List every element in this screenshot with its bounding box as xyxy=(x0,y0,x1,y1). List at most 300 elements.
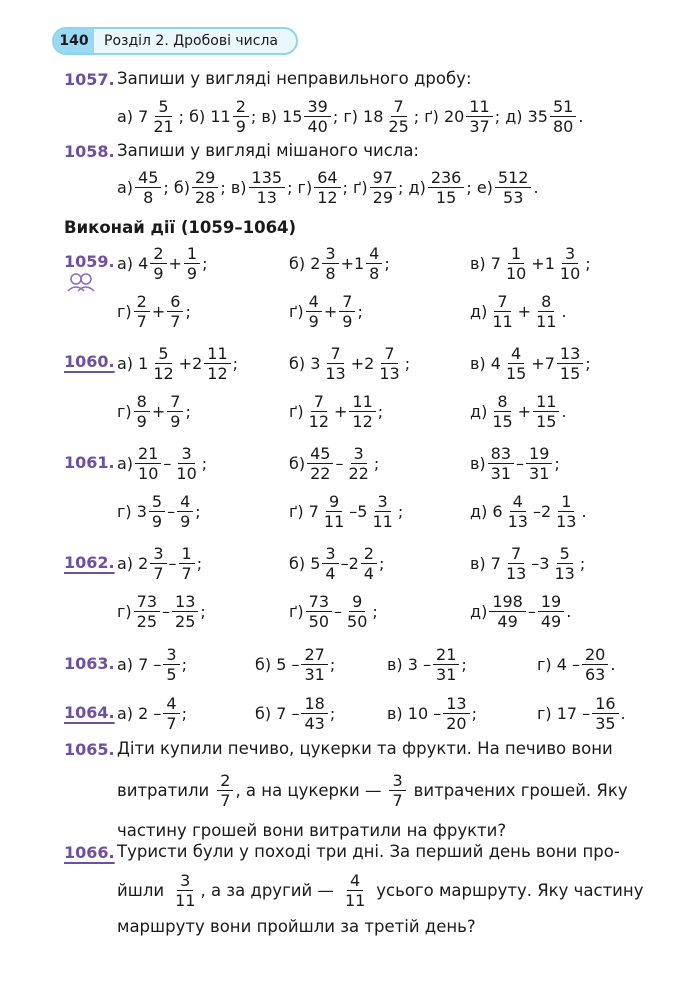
expression-item xyxy=(289,339,410,387)
denominator: 53 xyxy=(503,187,524,207)
fraction xyxy=(592,694,618,733)
fraction xyxy=(370,168,396,207)
fraction xyxy=(340,871,370,910)
fraction xyxy=(349,392,375,431)
denominator: 8 xyxy=(143,187,154,207)
fraction xyxy=(344,592,370,631)
fraction xyxy=(376,344,402,383)
expression-item xyxy=(289,287,363,335)
numerator: 7 xyxy=(311,392,327,412)
expression-text: в) 10 – xyxy=(387,703,442,723)
denominator: 9 xyxy=(153,263,164,283)
denominator: 7 xyxy=(392,790,403,810)
numerator: 5 xyxy=(149,492,165,512)
expression-text: ; xyxy=(185,401,191,421)
numerator: 3 xyxy=(351,444,367,464)
denominator: 9 xyxy=(180,511,191,531)
expression-text: +2 xyxy=(350,353,375,373)
numerator: 9 xyxy=(349,592,365,612)
denominator: 7 xyxy=(181,563,192,583)
denominator: 9 xyxy=(170,411,181,431)
denominator: 11 xyxy=(536,311,557,331)
expression-text: ; г) xyxy=(287,177,313,197)
numerator: 8 xyxy=(538,292,554,312)
expression-item xyxy=(117,640,187,688)
expression-text: ґ) xyxy=(289,301,304,321)
expression-text: в) 4 xyxy=(470,353,501,373)
numerator: 29 xyxy=(192,168,218,188)
expression-item xyxy=(289,539,384,587)
numerator: 4 xyxy=(508,344,524,364)
denominator: 25 xyxy=(136,611,158,631)
expression-text: – xyxy=(527,601,536,621)
numerator: 11 xyxy=(349,392,375,412)
denominator: 10 xyxy=(505,263,527,283)
numerator: 1 xyxy=(179,544,195,564)
expression-text: ; xyxy=(357,301,363,321)
numerator: 11 xyxy=(533,392,559,412)
expression-text: – xyxy=(162,601,171,621)
expression-text: а) 7 – xyxy=(117,654,162,674)
denominator: 9 xyxy=(308,311,319,331)
expression-item xyxy=(117,239,207,287)
fraction xyxy=(345,444,371,483)
expression-text: г) xyxy=(117,401,132,421)
expression-item xyxy=(470,587,571,635)
numerator: 1 xyxy=(558,492,574,512)
numerator: 8 xyxy=(494,392,510,412)
expression-text: ; в) 15 xyxy=(250,106,303,126)
expression-text: ; xyxy=(471,703,477,723)
expression-item xyxy=(289,587,378,635)
fraction xyxy=(433,645,459,684)
fraction xyxy=(134,592,160,631)
numerator: 45 xyxy=(307,444,333,464)
fraction xyxy=(192,168,218,207)
expression-item xyxy=(117,439,207,487)
numerator: 7 xyxy=(167,392,183,412)
numerator: 4 xyxy=(347,871,363,891)
numerator: 97 xyxy=(370,168,396,188)
expression-text: ; xyxy=(461,654,467,674)
numerator: 11 xyxy=(204,344,230,364)
expression-text: г) 4 – xyxy=(537,654,580,674)
fraction xyxy=(387,771,407,810)
chapter-title: Розділ 2. Дробові числа xyxy=(104,33,279,49)
expression-text: ; б) xyxy=(163,177,190,197)
fraction xyxy=(306,392,332,431)
denominator: 49 xyxy=(540,611,562,631)
fraction xyxy=(550,97,576,136)
numerator: 64 xyxy=(314,168,340,188)
fraction xyxy=(557,244,583,283)
expression-text: г) xyxy=(117,601,132,621)
numerator: 27 xyxy=(301,645,327,665)
expression-row xyxy=(117,92,583,140)
expression-text: в) 7 xyxy=(470,253,501,273)
expression-text: ; xyxy=(202,253,208,273)
fraction xyxy=(204,344,230,383)
numerator: 39 xyxy=(304,97,330,117)
expression-text: а) xyxy=(117,177,134,197)
denominator: 31 xyxy=(529,463,550,483)
expression-item xyxy=(117,387,191,435)
fraction xyxy=(495,168,532,207)
numerator: 3 xyxy=(322,544,338,564)
numerator: 11 xyxy=(466,97,492,117)
expression-text: г) xyxy=(117,301,132,321)
denominator: 8 xyxy=(325,263,336,283)
exercise-number: 1066. xyxy=(64,843,115,862)
numerator: 16 xyxy=(592,694,618,714)
expression-text: . xyxy=(533,177,539,197)
numerator: 6 xyxy=(167,292,183,312)
fraction xyxy=(385,97,411,136)
numerator: 236 xyxy=(428,168,465,188)
fraction xyxy=(150,244,166,283)
fraction xyxy=(321,492,347,531)
fraction xyxy=(134,392,150,431)
exercise-text: Запиши у вигляді мішаного числа: xyxy=(117,141,419,160)
fraction xyxy=(361,544,377,583)
expression-item xyxy=(255,689,335,737)
denominator: 13 xyxy=(379,363,400,383)
expression-item xyxy=(470,287,567,335)
expression-item xyxy=(117,339,238,387)
denominator: 5 xyxy=(166,664,177,684)
fraction xyxy=(389,771,405,810)
section-heading: Виконай дії (1059–1064) xyxy=(64,218,297,237)
expression-text: ; xyxy=(181,654,187,674)
expression-text: –3 xyxy=(531,553,550,573)
fraction xyxy=(557,344,583,383)
expression-text: + xyxy=(151,301,166,321)
fraction xyxy=(135,444,161,483)
expression-text: ґ) xyxy=(289,401,304,421)
denominator: 4 xyxy=(363,563,374,583)
expression-item xyxy=(387,640,467,688)
expression-text: ; xyxy=(384,253,390,273)
expression-text: + xyxy=(334,401,348,421)
expression-text: ; xyxy=(181,703,187,723)
fraction xyxy=(134,292,150,331)
expression-text: ; б) 11 xyxy=(178,106,231,126)
expression-text: д) xyxy=(470,401,488,421)
expression-text: – xyxy=(335,453,344,473)
expression-item xyxy=(117,539,202,587)
fraction xyxy=(553,492,579,531)
expression-item xyxy=(117,487,201,535)
expression-text: б) 7 – xyxy=(255,703,300,723)
fraction xyxy=(135,168,161,207)
expression-text: ; д) xyxy=(398,177,426,197)
numerator: 4 xyxy=(177,492,193,512)
expression-text: – xyxy=(516,453,525,473)
denominator: 12 xyxy=(153,363,174,383)
fraction xyxy=(322,344,348,383)
expression-item xyxy=(470,387,567,435)
numerator: 3 xyxy=(177,871,193,891)
fraction xyxy=(179,544,195,583)
fraction xyxy=(503,544,529,583)
fraction xyxy=(306,592,332,631)
numerator: 7 xyxy=(327,344,343,364)
fraction xyxy=(149,492,165,531)
fraction xyxy=(304,97,330,136)
expression-text: в) 7 xyxy=(470,553,501,573)
expression-text: ; xyxy=(201,453,208,473)
denominator: 9 xyxy=(186,263,198,283)
expression-text: ; ґ) xyxy=(342,177,368,197)
fraction xyxy=(233,97,249,136)
expression-text: ; xyxy=(404,353,411,373)
numerator: 1 xyxy=(508,244,524,264)
expression-text: б) 2 xyxy=(289,253,321,273)
denominator: 15 xyxy=(559,363,581,383)
denominator: 35 xyxy=(595,713,616,733)
numerator: 135 xyxy=(249,168,286,188)
expression-text: + xyxy=(168,253,182,273)
denominator: 4 xyxy=(325,563,336,583)
expression-text: д) xyxy=(470,301,488,321)
expression-text: ; xyxy=(378,553,385,573)
denominator: 11 xyxy=(344,890,366,910)
expression-text: . xyxy=(610,654,616,674)
fraction xyxy=(307,444,333,483)
numerator: 51 xyxy=(550,97,576,117)
fraction xyxy=(172,592,198,631)
expression-text: в) 3 – xyxy=(387,654,432,674)
denominator: 15 xyxy=(536,411,557,431)
denominator: 9 xyxy=(235,116,246,136)
fraction xyxy=(533,292,559,331)
numerator: 19 xyxy=(526,444,552,464)
expression-text: + xyxy=(151,401,166,421)
expression-text: г) 17 – xyxy=(537,703,591,723)
numerator: 7 xyxy=(508,544,524,564)
fraction xyxy=(322,544,338,583)
denominator: 50 xyxy=(347,611,368,631)
expression-item xyxy=(289,487,403,535)
numerator: 7 xyxy=(339,292,355,312)
expression-text: ; в) xyxy=(220,177,247,197)
exercise-number: 1061. xyxy=(64,453,115,472)
expression-text: г) 3 xyxy=(117,501,147,521)
numerator: 18 xyxy=(301,694,327,714)
denominator: 40 xyxy=(307,116,328,136)
expression-text: . xyxy=(561,401,567,421)
expression-text: –2 xyxy=(340,553,359,573)
fraction xyxy=(366,244,382,283)
fraction xyxy=(306,292,322,331)
fraction xyxy=(428,168,465,207)
expression-text: ґ) xyxy=(289,601,304,621)
denominator: 9 xyxy=(136,411,147,431)
denominator: 31 xyxy=(436,664,457,684)
numerator: 21 xyxy=(135,444,161,464)
page-header xyxy=(52,27,298,55)
numerator: 7 xyxy=(494,292,510,312)
numerator: 9 xyxy=(326,492,342,512)
numerator: 45 xyxy=(135,168,161,188)
expression-text: а) 2 xyxy=(117,553,149,573)
fraction xyxy=(172,871,198,910)
expression-text: ; xyxy=(554,453,560,473)
expression-item xyxy=(117,287,191,335)
expression-text: ; xyxy=(329,654,336,674)
expression-text: ; г) 18 xyxy=(332,106,384,126)
denominator: 22 xyxy=(310,463,331,483)
fraction xyxy=(582,645,608,684)
denominator: 11 xyxy=(323,511,345,531)
fraction xyxy=(489,592,526,631)
fraction xyxy=(505,492,531,531)
fraction xyxy=(489,292,515,331)
fraction xyxy=(173,444,199,483)
problem-line: Туристи були у поході три дні. За перший день вони про- xyxy=(117,842,620,861)
expression-text: . xyxy=(561,301,567,321)
denominator: 37 xyxy=(469,116,490,136)
denominator: 13 xyxy=(325,363,346,383)
numerator: 2 xyxy=(361,544,377,564)
expression-item xyxy=(470,439,560,487)
fraction xyxy=(551,544,577,583)
expression-item xyxy=(470,239,591,287)
denominator: 50 xyxy=(308,611,330,631)
denominator: 15 xyxy=(435,187,457,207)
problem-line xyxy=(117,766,628,814)
numerator: 2 xyxy=(217,771,233,791)
page-number: 140 xyxy=(54,29,94,53)
denominator: 13 xyxy=(554,563,575,583)
fraction xyxy=(339,292,355,331)
numerator: 7 xyxy=(391,97,407,117)
denominator: 12 xyxy=(308,411,330,431)
denominator: 7 xyxy=(220,790,231,810)
numerator: 7 xyxy=(381,344,397,364)
expression-row xyxy=(117,163,539,211)
expression-text: ; xyxy=(373,453,380,473)
expression-text: б) 5 xyxy=(289,553,321,573)
numerator: 512 xyxy=(495,168,532,188)
fraction xyxy=(163,694,179,733)
expression-text: ; xyxy=(200,601,206,621)
denominator: 13 xyxy=(507,511,528,531)
numerator: 3 xyxy=(562,244,578,264)
denominator: 10 xyxy=(559,263,581,283)
text-fragment: усього маршруту. Яку частину xyxy=(376,880,644,900)
denominator: 49 xyxy=(497,611,518,631)
expression-text: –2 xyxy=(532,501,552,521)
fraction xyxy=(503,244,529,283)
denominator: 20 xyxy=(446,713,467,733)
expression-text: ; д) 35 xyxy=(494,106,548,126)
pair-work-icon xyxy=(66,272,98,292)
fraction xyxy=(322,244,338,283)
fraction xyxy=(301,694,327,733)
denominator: 15 xyxy=(505,363,527,383)
expression-text: . xyxy=(578,106,584,126)
problem-line: маршруту вони пройшли за третій день? xyxy=(117,917,476,936)
denominator: 31 xyxy=(490,463,512,483)
expression-text: ; xyxy=(196,553,203,573)
fraction xyxy=(342,871,368,910)
expression-text: ; xyxy=(377,401,384,421)
expression-text: – xyxy=(167,501,176,521)
fraction xyxy=(167,392,183,431)
expression-text: – xyxy=(334,601,343,621)
numerator: 13 xyxy=(443,694,469,714)
denominator: 22 xyxy=(348,463,369,483)
fraction xyxy=(167,292,183,331)
denominator: 12 xyxy=(317,187,338,207)
fraction xyxy=(170,871,200,910)
expression-text: д) 6 xyxy=(470,501,503,521)
problem-line xyxy=(117,866,643,914)
denominator: 15 xyxy=(492,411,513,431)
text-fragment: витратили xyxy=(117,780,210,800)
expression-text: ; xyxy=(585,253,591,273)
expression-text: – xyxy=(163,453,172,473)
expression-item xyxy=(117,689,187,737)
fraction xyxy=(489,392,515,431)
denominator: 12 xyxy=(352,411,373,431)
numerator: 13 xyxy=(172,592,198,612)
numerator: 3 xyxy=(178,444,194,464)
expression-item xyxy=(289,439,379,487)
fraction xyxy=(503,344,529,383)
expression-text: б) 3 xyxy=(289,353,321,373)
denominator: 13 xyxy=(556,511,577,531)
expression-text: б) 5 – xyxy=(255,654,300,674)
problem-line: частину грошей вони витратили на фрукти? xyxy=(117,821,507,840)
denominator: 25 xyxy=(388,116,409,136)
numerator: 1 xyxy=(184,244,200,264)
expression-text: – xyxy=(168,553,177,573)
denominator: 13 xyxy=(256,187,277,207)
numerator: 2 xyxy=(233,97,249,117)
expression-text: ; е) xyxy=(466,177,493,197)
expression-text: . xyxy=(620,703,626,723)
problem-line: Діти купили печиво, цукерки та фрукти. На печиво вони xyxy=(117,739,613,758)
expression-item xyxy=(470,539,585,587)
denominator: 63 xyxy=(585,664,606,684)
exercise-number: 1065. xyxy=(64,740,115,759)
fraction xyxy=(533,392,559,431)
expression-text: а) 1 xyxy=(117,353,149,373)
fraction xyxy=(526,444,552,483)
denominator: 8 xyxy=(369,263,380,283)
denominator: 9 xyxy=(342,311,353,331)
numerator: 3 xyxy=(375,492,391,512)
expression-text: ; xyxy=(329,703,336,723)
fraction xyxy=(538,592,564,631)
fraction xyxy=(369,492,395,531)
denominator: 11 xyxy=(372,511,393,531)
expression-text: + xyxy=(517,401,532,421)
denominator: 43 xyxy=(304,713,325,733)
denominator: 7 xyxy=(136,311,147,331)
expression-text: +1 xyxy=(340,253,365,273)
expression-text: ґ) 7 xyxy=(289,501,319,521)
numerator: 4 xyxy=(306,292,322,312)
exercise-number: 1058. xyxy=(64,142,115,161)
numerator: 19 xyxy=(538,592,564,612)
expression-item xyxy=(537,689,626,737)
numerator: 73 xyxy=(306,592,332,612)
fraction xyxy=(177,492,193,531)
denominator: 11 xyxy=(175,890,196,910)
